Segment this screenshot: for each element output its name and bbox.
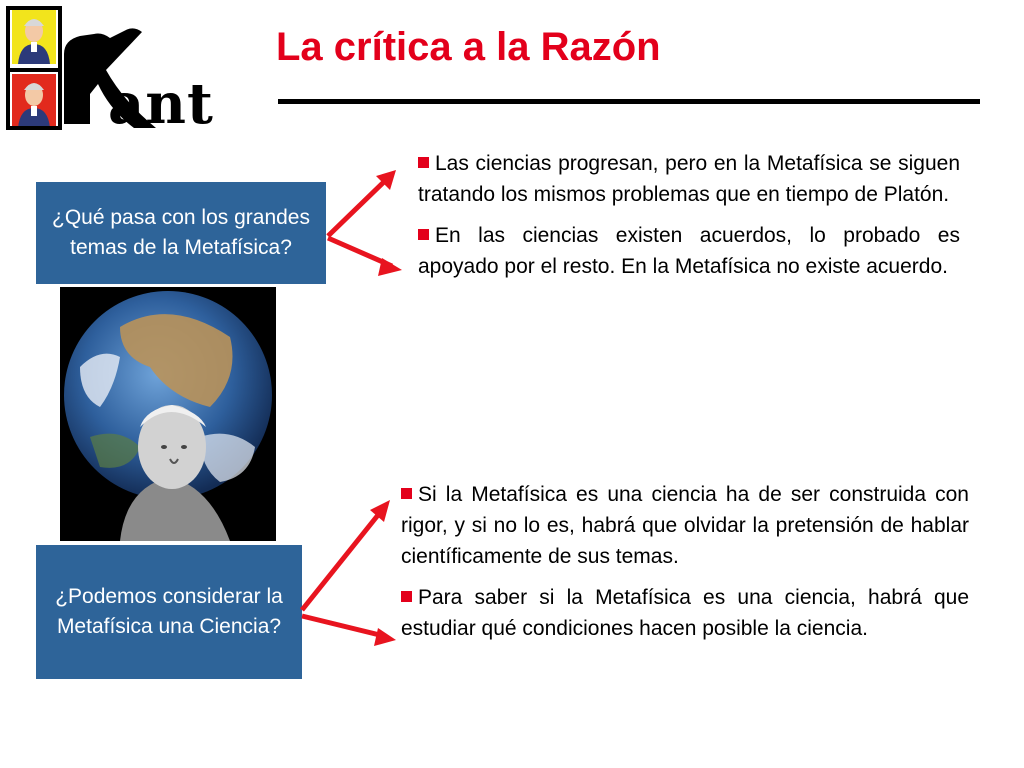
slide-title: La crítica a la Razón bbox=[276, 25, 661, 69]
arrow-up-right-icon bbox=[328, 170, 396, 236]
question-text-2: ¿Podemos considerar la Metafísica una Ciencia? bbox=[55, 585, 283, 638]
list-item: Para saber si la Metafísica es una ciencia, habrá que estudiar qué condiciones hacen posible la ciencia. bbox=[401, 586, 969, 640]
question-box-1 bbox=[36, 182, 326, 284]
square-bullet-icon bbox=[418, 157, 429, 168]
kant-earth-portrait bbox=[60, 287, 276, 541]
arrow-down-right-icon bbox=[328, 238, 402, 276]
answer-list-1 bbox=[418, 148, 960, 292]
question-text-1: ¿Qué pasa con los grandes temas de la Metafísica? bbox=[52, 206, 310, 259]
square-bullet-icon bbox=[418, 229, 429, 240]
title-underline bbox=[278, 99, 980, 104]
logo-word: ant bbox=[108, 71, 214, 137]
list-item: En las ciencias existen acuerdos, lo probado es apoyado por el resto. En la Metafísica no existe acuerdo. bbox=[418, 224, 960, 278]
kant-logo bbox=[6, 6, 262, 137]
list-item: Las ciencias progresan, pero en la Metafísica se siguen tratando los mismos problemas que en tiempo de Platón. bbox=[418, 152, 960, 206]
question-box-2 bbox=[36, 545, 302, 679]
arrow-up-right-icon-2 bbox=[302, 500, 390, 610]
square-bullet-icon bbox=[401, 488, 412, 499]
arrow-down-right-icon-2 bbox=[302, 616, 396, 646]
list-item: Si la Metafísica es una ciencia ha de ser construida con rigor, y si no lo es, habrá que olvidar la pretensión de hablar científicamente de sus temas. bbox=[401, 483, 969, 568]
answer-list-2 bbox=[401, 479, 969, 654]
square-bullet-icon bbox=[401, 591, 412, 602]
